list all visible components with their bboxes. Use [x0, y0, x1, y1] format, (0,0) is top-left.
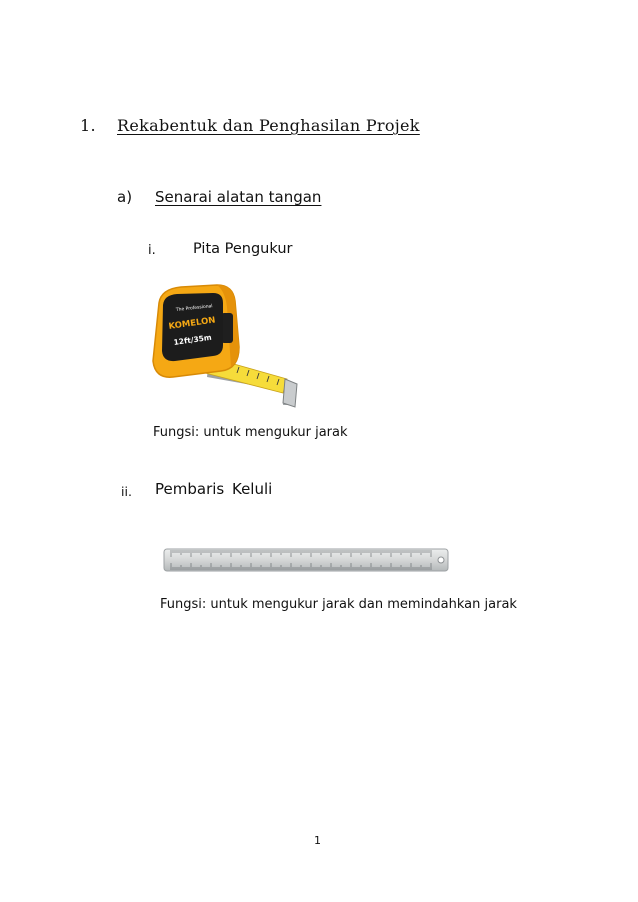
item-name: Pembaris Keluli — [155, 480, 273, 498]
section-number: 1. — [80, 116, 96, 135]
subsection-title: Senarai alatan tangan — [155, 188, 322, 206]
measuring-tape-icon — [147, 281, 302, 413]
steel-ruler-icon — [163, 545, 450, 575]
item-marker: i. — [148, 243, 156, 258]
item-function: Fungsi: untuk mengukur jarak — [153, 425, 348, 440]
item-function: Fungsi: untuk mengukur jarak dan memindahkan jarak — [160, 597, 517, 612]
subsection-marker: a) — [117, 188, 133, 206]
tape-size: 12ft/35m — [173, 332, 213, 347]
tape-brand: KOMELON — [168, 315, 217, 332]
tape-label-top: The Professional — [175, 304, 213, 313]
section-title: Rekabentuk dan Penghasilan Projek — [117, 116, 420, 135]
item-marker: ii. — [121, 484, 132, 499]
page-number: 1 — [314, 834, 321, 847]
item-name: Pita Pengukur — [193, 241, 293, 257]
